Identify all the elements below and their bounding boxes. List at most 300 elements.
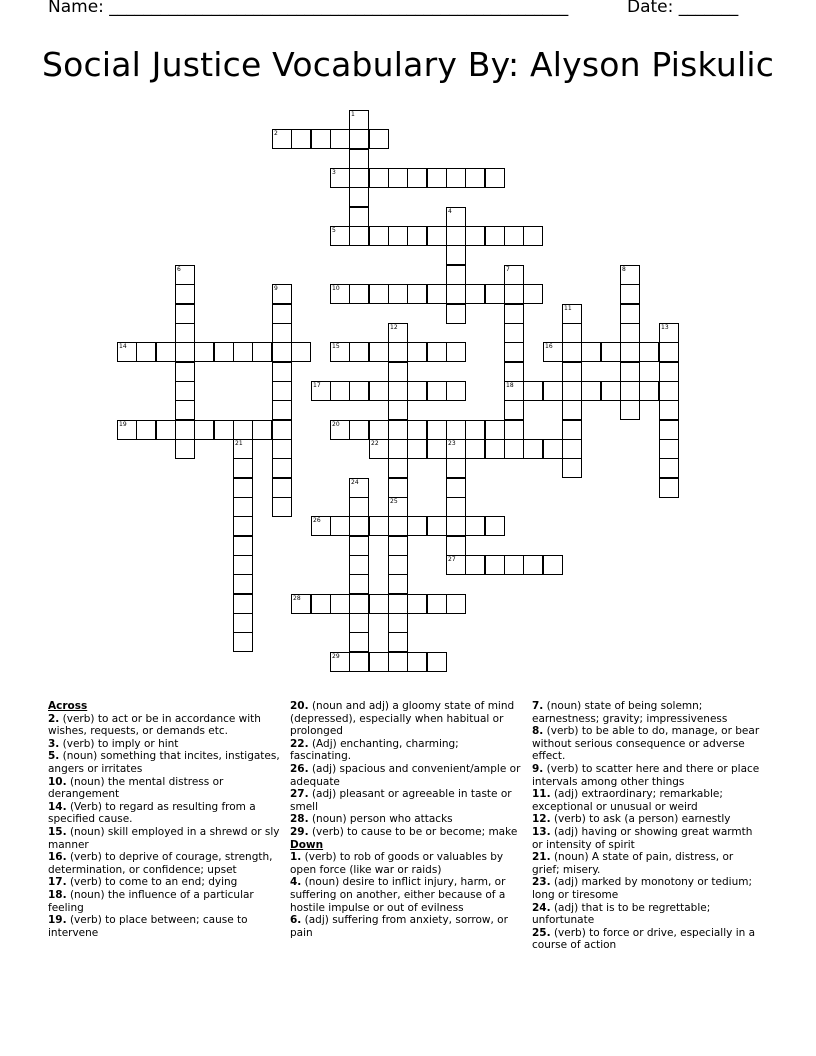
grid-cell[interactable] xyxy=(620,265,640,285)
clue-number: 24. xyxy=(532,901,551,914)
clue-across-16 xyxy=(48,851,280,876)
clue-number-label: 5 xyxy=(332,227,336,234)
grid-cell[interactable] xyxy=(562,362,582,382)
grid-cell[interactable] xyxy=(175,362,195,382)
grid-cell[interactable] xyxy=(485,226,505,246)
clue-number-label: 24 xyxy=(351,479,359,486)
grid-cell[interactable] xyxy=(369,594,389,614)
clue-number: 9. xyxy=(532,762,544,775)
grid-cell[interactable] xyxy=(446,207,466,227)
grid-cell[interactable] xyxy=(330,129,350,149)
clue-text: (noun) state of being solemn; earnestness; gravity; impressiveness xyxy=(532,700,728,725)
grid-cell[interactable] xyxy=(427,168,447,188)
clue-down-9 xyxy=(532,763,764,788)
grid-cell[interactable] xyxy=(562,304,582,324)
grid-cell[interactable] xyxy=(330,226,350,246)
grid-cell[interactable] xyxy=(233,458,253,478)
grid-cell[interactable] xyxy=(388,613,408,633)
grid-cell[interactable] xyxy=(330,420,350,440)
grid-cell[interactable] xyxy=(427,381,447,401)
grid-cell[interactable] xyxy=(485,168,505,188)
grid-cell[interactable] xyxy=(427,420,447,440)
clue-text: (verb) to place between; cause to intervene xyxy=(48,914,248,939)
clue-number: 4. xyxy=(290,876,302,889)
grid-cell[interactable] xyxy=(349,613,369,633)
grid-cell[interactable] xyxy=(465,226,485,246)
grid-cell[interactable] xyxy=(504,555,524,575)
grid-cell[interactable] xyxy=(465,420,485,440)
clue-number: 16. xyxy=(48,851,67,864)
clue-number: 8. xyxy=(532,725,544,738)
grid-cell[interactable] xyxy=(330,652,350,672)
clue-number-label: 12 xyxy=(390,324,398,331)
grid-cell[interactable] xyxy=(349,284,369,304)
grid-cell[interactable] xyxy=(659,420,679,440)
clue-text: (adj) marked by monotony or tedium; long or tiresome xyxy=(532,876,753,901)
grid-cell[interactable] xyxy=(330,516,350,536)
grid-cell[interactable] xyxy=(388,284,408,304)
grid-cell[interactable] xyxy=(272,381,292,401)
grid-cell[interactable] xyxy=(388,323,408,343)
grid-cell[interactable] xyxy=(214,342,234,362)
grid-cell[interactable] xyxy=(504,400,524,420)
grid-cell[interactable] xyxy=(543,555,563,575)
grid-cell[interactable] xyxy=(214,420,234,440)
grid-cell[interactable] xyxy=(388,516,408,536)
grid-cell[interactable] xyxy=(369,226,389,246)
grid-cell[interactable] xyxy=(136,420,156,440)
clue-number: 20. xyxy=(290,700,309,712)
grid-cell[interactable] xyxy=(407,342,427,362)
clue-text: (verb) to imply or hint xyxy=(62,737,179,750)
clue-number: 23. xyxy=(532,876,551,889)
grid-cell[interactable] xyxy=(523,226,543,246)
date-field[interactable]: Date: _______ xyxy=(627,0,739,17)
grid-cell[interactable] xyxy=(233,420,253,440)
grid-cell[interactable] xyxy=(233,439,253,459)
grid-cell[interactable] xyxy=(659,381,679,401)
grid-cell[interactable] xyxy=(252,420,272,440)
clue-down-8 xyxy=(532,725,764,763)
grid-cell[interactable] xyxy=(523,284,543,304)
grid-cell[interactable] xyxy=(465,439,485,459)
grid-cell[interactable] xyxy=(639,381,659,401)
grid-cell[interactable] xyxy=(407,516,427,536)
grid-cell[interactable] xyxy=(175,381,195,401)
grid-cell[interactable] xyxy=(446,284,466,304)
clue-down-7 xyxy=(532,700,764,725)
clue-text: (verb) to rob of goods or valuables by open force (like war or raids) xyxy=(290,851,504,876)
clue-down-23 xyxy=(532,876,764,901)
clue-across-2 xyxy=(48,713,280,738)
grid-cell[interactable] xyxy=(446,478,466,498)
grid-cell[interactable] xyxy=(659,362,679,382)
clue-down-6 xyxy=(290,914,522,939)
grid-cell[interactable] xyxy=(446,226,466,246)
grid-cell[interactable] xyxy=(388,555,408,575)
grid-cell[interactable] xyxy=(485,439,505,459)
clue-number-label: 11 xyxy=(564,305,572,312)
grid-cell[interactable] xyxy=(446,168,466,188)
clue-number-label: 21 xyxy=(235,440,243,447)
grid-cell[interactable] xyxy=(620,362,640,382)
grid-cell[interactable] xyxy=(446,536,466,556)
grid-cell[interactable] xyxy=(407,284,427,304)
grid-cell[interactable] xyxy=(427,342,447,362)
grid-cell[interactable] xyxy=(369,168,389,188)
grid-cell[interactable] xyxy=(504,420,524,440)
grid-cell[interactable] xyxy=(349,168,369,188)
grid-cell[interactable] xyxy=(156,420,176,440)
grid-cell[interactable] xyxy=(330,381,350,401)
clue-across-17 xyxy=(48,876,280,889)
grid-cell[interactable] xyxy=(407,594,427,614)
clue-across-14 xyxy=(48,801,280,826)
grid-cell[interactable] xyxy=(175,400,195,420)
clue-number-label: 25 xyxy=(390,498,398,505)
clue-text: (verb) to ask (a person) earnestly xyxy=(553,813,731,826)
grid-cell[interactable] xyxy=(504,362,524,382)
clue-text: (adj) having or showing great warmth or intensity of spirit xyxy=(532,825,753,851)
grid-cell[interactable] xyxy=(117,420,137,440)
clue-number-label: 17 xyxy=(313,382,321,389)
grid-cell[interactable] xyxy=(543,342,563,362)
clue-number-label: 28 xyxy=(293,595,301,602)
grid-cell[interactable] xyxy=(272,284,292,304)
grid-cell[interactable] xyxy=(233,594,253,614)
grid-cell[interactable] xyxy=(601,381,621,401)
grid-cell[interactable] xyxy=(446,265,466,285)
clue-number: 3. xyxy=(48,737,60,750)
grid-cell[interactable] xyxy=(388,439,408,459)
grid-cell[interactable] xyxy=(252,342,272,362)
grid-cell[interactable] xyxy=(388,420,408,440)
grid-cell[interactable] xyxy=(272,362,292,382)
grid-cell[interactable] xyxy=(272,342,292,362)
grid-cell[interactable] xyxy=(659,400,679,420)
grid-cell[interactable] xyxy=(465,555,485,575)
clue-number: 29. xyxy=(290,825,309,838)
grid-cell[interactable] xyxy=(388,536,408,556)
grid-cell[interactable] xyxy=(388,226,408,246)
grid-cell[interactable] xyxy=(349,555,369,575)
grid-cell[interactable] xyxy=(291,129,311,149)
clue-text: (verb) to cause to be or become; make xyxy=(311,825,518,838)
grid-cell[interactable] xyxy=(369,652,389,672)
grid-cell[interactable] xyxy=(523,439,543,459)
grid-cell[interactable] xyxy=(446,458,466,478)
grid-cell[interactable] xyxy=(504,342,524,362)
grid-cell[interactable] xyxy=(427,284,447,304)
clue-number-label: 20 xyxy=(332,421,340,428)
grid-cell[interactable] xyxy=(272,323,292,343)
grid-cell[interactable] xyxy=(388,381,408,401)
grid-cell[interactable] xyxy=(523,555,543,575)
clue-number-label: 16 xyxy=(545,343,553,350)
grid-cell[interactable] xyxy=(446,420,466,440)
grid-cell[interactable] xyxy=(562,458,582,478)
grid-cell[interactable] xyxy=(562,342,582,362)
grid-cell[interactable] xyxy=(175,342,195,362)
grid-cell[interactable] xyxy=(446,439,466,459)
grid-cell[interactable] xyxy=(543,439,563,459)
clue-column-2 xyxy=(290,700,522,939)
grid-cell[interactable] xyxy=(349,420,369,440)
grid-cell[interactable] xyxy=(427,652,447,672)
grid-cell[interactable] xyxy=(388,478,408,498)
grid-cell[interactable] xyxy=(504,323,524,343)
clue-number: 5. xyxy=(48,750,60,763)
grid-cell[interactable] xyxy=(620,381,640,401)
clue-number-label: 18 xyxy=(506,382,514,389)
grid-cell[interactable] xyxy=(427,516,447,536)
grid-cell[interactable] xyxy=(369,129,389,149)
grid-cell[interactable] xyxy=(349,594,369,614)
clue-number: 13. xyxy=(532,825,551,838)
clue-number: 14. xyxy=(48,800,67,813)
grid-cell[interactable] xyxy=(446,245,466,265)
grid-cell[interactable] xyxy=(233,613,253,633)
grid-cell[interactable] xyxy=(233,478,253,498)
grid-cell[interactable] xyxy=(639,342,659,362)
grid-cell[interactable] xyxy=(272,478,292,498)
grid-cell[interactable] xyxy=(233,632,253,652)
grid-cell[interactable] xyxy=(349,226,369,246)
grid-cell[interactable] xyxy=(388,168,408,188)
grid-cell[interactable] xyxy=(349,497,369,517)
clue-number-label: 13 xyxy=(661,324,669,331)
clue-down-13 xyxy=(532,826,764,851)
clue-number-label: 15 xyxy=(332,343,340,350)
clue-number-label: 7 xyxy=(506,266,510,273)
grid-cell[interactable] xyxy=(194,342,214,362)
grid-cell[interactable] xyxy=(388,342,408,362)
grid-cell[interactable] xyxy=(369,381,389,401)
grid-cell[interactable] xyxy=(388,497,408,517)
clue-number-label: 3 xyxy=(332,169,336,176)
grid-cell[interactable] xyxy=(175,420,195,440)
grid-cell[interactable] xyxy=(407,226,427,246)
grid-cell[interactable] xyxy=(523,381,543,401)
grid-cell[interactable] xyxy=(175,265,195,285)
grid-cell[interactable] xyxy=(504,265,524,285)
grid-cell[interactable] xyxy=(349,110,369,130)
grid-cell[interactable] xyxy=(349,632,369,652)
grid-cell[interactable] xyxy=(233,574,253,594)
clue-number-label: 22 xyxy=(371,440,379,447)
clue-text: (adj) that is to be regrettable; unfortunate xyxy=(532,901,711,927)
grid-cell[interactable] xyxy=(272,400,292,420)
grid-cell[interactable] xyxy=(485,284,505,304)
grid-cell[interactable] xyxy=(446,594,466,614)
grid-cell[interactable] xyxy=(465,168,485,188)
clue-column-1 xyxy=(48,700,280,939)
grid-cell[interactable] xyxy=(388,632,408,652)
grid-cell[interactable] xyxy=(446,516,466,536)
grid-cell[interactable] xyxy=(446,304,466,324)
grid-cell[interactable] xyxy=(175,284,195,304)
grid-cell[interactable] xyxy=(272,458,292,478)
grid-cell[interactable] xyxy=(349,129,369,149)
grid-cell[interactable] xyxy=(388,652,408,672)
grid-cell[interactable] xyxy=(349,536,369,556)
clue-number-label: 6 xyxy=(177,266,181,273)
grid-cell[interactable] xyxy=(562,420,582,440)
grid-cell[interactable] xyxy=(233,516,253,536)
clue-number-label: 23 xyxy=(448,440,456,447)
grid-cell[interactable] xyxy=(620,323,640,343)
clue-number: 12. xyxy=(532,813,551,826)
grid-cell[interactable] xyxy=(659,458,679,478)
grid-cell[interactable] xyxy=(446,381,466,401)
grid-cell[interactable] xyxy=(446,497,466,517)
grid-cell[interactable] xyxy=(485,420,505,440)
grid-cell[interactable] xyxy=(388,400,408,420)
name-field[interactable]: Name: ______________________________________________________ xyxy=(48,0,569,17)
grid-cell[interactable] xyxy=(272,497,292,517)
grid-cell[interactable] xyxy=(136,342,156,362)
grid-cell[interactable] xyxy=(156,342,176,362)
grid-cell[interactable] xyxy=(562,439,582,459)
grid-cell[interactable] xyxy=(562,323,582,343)
clue-text: (noun) the mental distress or derangement xyxy=(48,775,224,801)
grid-cell[interactable] xyxy=(562,400,582,420)
grid-cell[interactable] xyxy=(272,420,292,440)
clue-number: 1. xyxy=(290,851,302,864)
grid-cell[interactable] xyxy=(330,284,350,304)
grid-cell[interactable] xyxy=(427,226,447,246)
clue-number: 6. xyxy=(290,914,302,927)
grid-cell[interactable] xyxy=(330,168,350,188)
grid-cell[interactable] xyxy=(620,342,640,362)
grid-cell[interactable] xyxy=(446,555,466,575)
grid-cell[interactable] xyxy=(446,342,466,362)
grid-cell[interactable] xyxy=(272,439,292,459)
grid-cell[interactable] xyxy=(504,284,524,304)
grid-cell[interactable] xyxy=(485,516,505,536)
grid-cell[interactable] xyxy=(233,342,253,362)
grid-cell[interactable] xyxy=(330,594,350,614)
grid-cell[interactable] xyxy=(388,594,408,614)
grid-cell[interactable] xyxy=(117,342,137,362)
grid-cell[interactable] xyxy=(427,439,447,459)
grid-cell[interactable] xyxy=(620,304,640,324)
grid-cell[interactable] xyxy=(504,226,524,246)
clue-across-3 xyxy=(48,738,280,751)
clue-number-label: 10 xyxy=(332,285,340,292)
clue-text: (adj) extraordinary; remarkable; exceptional or unusual or weird xyxy=(532,788,723,813)
grid-cell[interactable] xyxy=(620,284,640,304)
clue-number-label: 1 xyxy=(351,111,355,118)
grid-cell[interactable] xyxy=(659,439,679,459)
clue-text: (verb) to deprive of courage, strength, determination, or confidence; upset xyxy=(48,851,273,876)
grid-cell[interactable] xyxy=(272,129,292,149)
clue-text: (adj) pleasant or agreeable in taste or smell xyxy=(290,788,512,813)
clue-text: (noun) skill employed in a shrewd or sly manner xyxy=(48,825,280,851)
grid-cell[interactable] xyxy=(311,129,331,149)
clue-number: 7. xyxy=(532,700,544,712)
grid-cell[interactable] xyxy=(349,381,369,401)
grid-cell[interactable] xyxy=(504,439,524,459)
grid-cell[interactable] xyxy=(388,458,408,478)
grid-cell[interactable] xyxy=(659,323,679,343)
grid-cell[interactable] xyxy=(369,342,389,362)
grid-cell[interactable] xyxy=(543,381,563,401)
clue-number: 22. xyxy=(290,737,309,750)
grid-cell[interactable] xyxy=(407,381,427,401)
grid-cell[interactable] xyxy=(427,594,447,614)
grid-cell[interactable] xyxy=(349,149,369,169)
grid-cell[interactable] xyxy=(581,381,601,401)
grid-cell[interactable] xyxy=(504,381,524,401)
grid-cell[interactable] xyxy=(175,304,195,324)
grid-cell[interactable] xyxy=(620,400,640,420)
grid-cell[interactable] xyxy=(465,516,485,536)
grid-cell[interactable] xyxy=(504,304,524,324)
grid-cell[interactable] xyxy=(233,536,253,556)
grid-cell[interactable] xyxy=(659,342,679,362)
clue-text: (Adj) enchanting, charming; fascinating. xyxy=(290,737,459,763)
clue-number: 17. xyxy=(48,876,67,889)
grid-cell[interactable] xyxy=(601,342,621,362)
grid-cell[interactable] xyxy=(581,342,601,362)
grid-cell[interactable] xyxy=(407,439,427,459)
grid-cell[interactable] xyxy=(369,284,389,304)
grid-cell[interactable] xyxy=(194,420,214,440)
grid-cell[interactable] xyxy=(465,284,485,304)
grid-cell[interactable] xyxy=(311,516,331,536)
grid-cell[interactable] xyxy=(349,207,369,227)
grid-cell[interactable] xyxy=(330,342,350,362)
grid-cell[interactable] xyxy=(369,516,389,536)
grid-cell[interactable] xyxy=(175,439,195,459)
grid-cell[interactable] xyxy=(485,555,505,575)
grid-cell[interactable] xyxy=(272,304,292,324)
clue-text: (noun) A state of pain, distress, or grief; misery. xyxy=(532,851,734,876)
clue-text: (verb) to be able to do, manage, or bear without serious consequence or adverse effect. xyxy=(532,725,760,763)
clue-number-label: 26 xyxy=(313,517,321,524)
grid-cell[interactable] xyxy=(349,516,369,536)
grid-cell[interactable] xyxy=(311,381,331,401)
grid-cell[interactable] xyxy=(407,168,427,188)
grid-cell[interactable] xyxy=(233,497,253,517)
clue-number: 28. xyxy=(290,813,309,826)
grid-cell[interactable] xyxy=(562,381,582,401)
grid-cell[interactable] xyxy=(407,420,427,440)
grid-cell[interactable] xyxy=(349,478,369,498)
grid-cell[interactable] xyxy=(349,187,369,207)
grid-cell[interactable] xyxy=(369,439,389,459)
page-title: Social Justice Vocabulary By: Alyson Piskulic xyxy=(41,45,775,84)
grid-cell[interactable] xyxy=(311,594,331,614)
grid-cell[interactable] xyxy=(291,342,311,362)
grid-cell[interactable] xyxy=(388,574,408,594)
grid-cell[interactable] xyxy=(349,574,369,594)
grid-cell[interactable] xyxy=(388,362,408,382)
clue-number-label: 8 xyxy=(622,266,626,273)
grid-cell[interactable] xyxy=(369,420,389,440)
grid-cell[interactable] xyxy=(291,594,311,614)
grid-cell[interactable] xyxy=(349,652,369,672)
grid-cell[interactable] xyxy=(175,323,195,343)
clue-number: 15. xyxy=(48,825,67,838)
grid-cell[interactable] xyxy=(659,478,679,498)
grid-cell[interactable] xyxy=(407,652,427,672)
grid-cell[interactable] xyxy=(349,342,369,362)
clue-text: (noun) the influence of a particular feeling xyxy=(48,888,254,914)
grid-cell[interactable] xyxy=(233,555,253,575)
clue-across-5 xyxy=(48,750,280,775)
